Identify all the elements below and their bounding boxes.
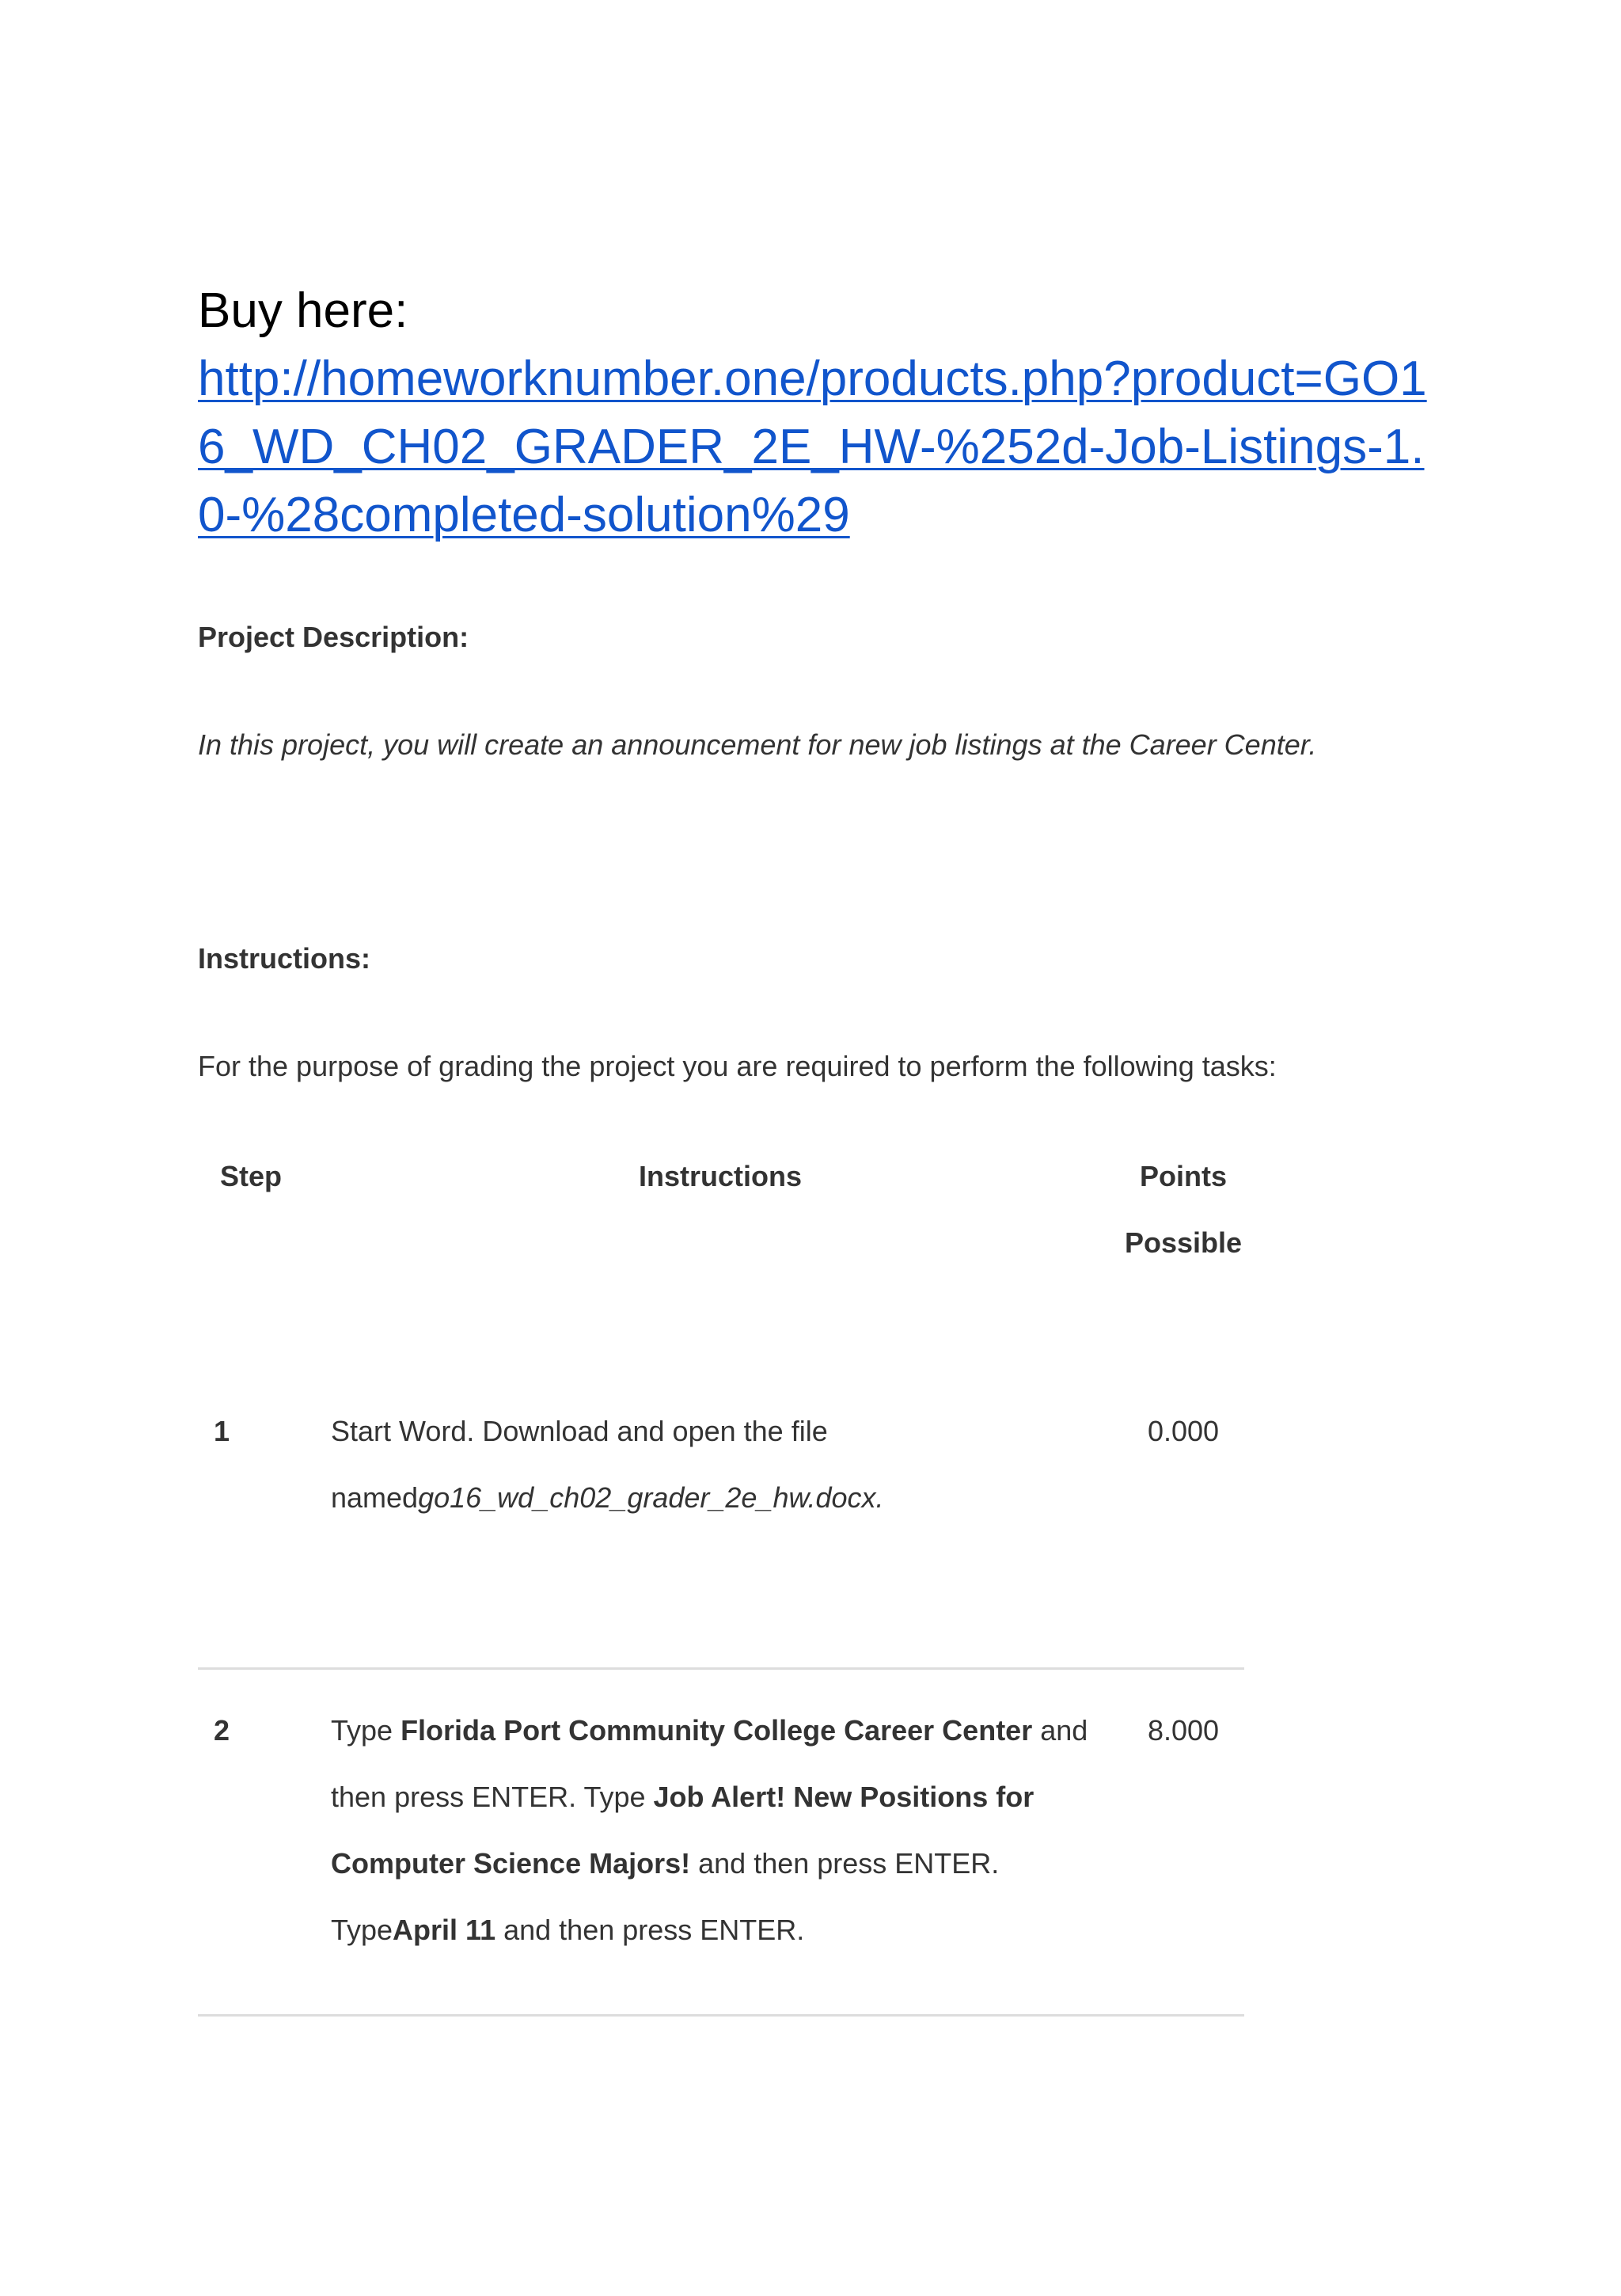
row-2-text-4: and then press ENTER. — [495, 1914, 805, 1946]
row-divider — [198, 1667, 1244, 1670]
row-2-text-2: and then press ENTER. Type — [331, 1714, 1088, 1813]
row-1-step: 1 — [213, 1415, 230, 1447]
buy-label: Buy here: — [198, 283, 408, 338]
row-2-text-1: Type — [331, 1714, 401, 1747]
instructions-heading: Instructions: — [198, 942, 371, 975]
row-1-instructions — [331, 1398, 1091, 1531]
row-2-bold-3: April 11 — [393, 1914, 496, 1946]
row-2-points: 8.000 — [1147, 1714, 1220, 1747]
column-header-instructions: Instructions — [638, 1160, 802, 1192]
project-description-heading: Project Description: — [198, 621, 469, 653]
row-2-step: 2 — [213, 1714, 230, 1747]
row-2-bold-1: Florida Port Community College Career Center — [401, 1714, 1033, 1747]
column-header-step: Step — [220, 1160, 283, 1192]
column-header-possible: Possible — [1124, 1226, 1243, 1259]
project-description-text: In this project, you will create an announcement for new job listings at the Career Center. — [198, 728, 1317, 761]
instructions-intro: For the purpose of grading the project you are required to perform the following tasks: — [198, 1050, 1277, 1082]
row-1-points: 0.000 — [1147, 1415, 1220, 1447]
buy-section — [198, 277, 1433, 549]
row-2-bold-2: Job Alert! New Positions for Computer Science Majors! — [331, 1781, 1034, 1880]
row-2-text-3: and then press ENTER. Type — [331, 1847, 1000, 1946]
row-2-instructions — [331, 1697, 1091, 1963]
product-link[interactable]: http://homeworknumber.one/products.php?product=GO16_WD_CH02_GRADER_2E_HW-%252d-Job-Listings-1.0-%28completed-solution%29 — [198, 352, 1427, 542]
row-1-filename: go16_wd_ch02_grader_2e_hw.docx. — [418, 1481, 884, 1514]
row-divider — [198, 2014, 1244, 2017]
column-header-points: Points — [1139, 1160, 1227, 1192]
row-1-text: Start Word. Download and open the file named — [331, 1415, 828, 1514]
